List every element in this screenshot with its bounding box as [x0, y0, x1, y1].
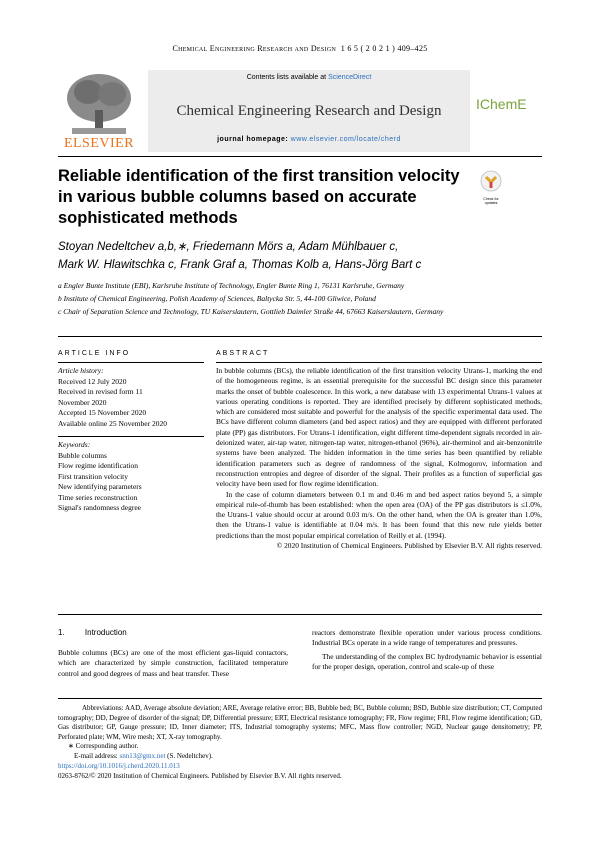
email-link[interactable]: snn13@gmx.net — [119, 752, 166, 760]
history-item: Available online 25 November 2020 — [58, 418, 167, 428]
keywords-label: Keywords: — [58, 440, 91, 449]
homepage-line — [148, 136, 470, 143]
article-info-heading: ARTICLE INFO — [58, 350, 131, 357]
divider — [58, 336, 542, 337]
sciencedirect-link[interactable]: ScienceDirect — [328, 74, 372, 81]
issn-line: 0263-8762/© 2020 Institution of Chemical Engineers. Published by Elsevier B.V. All rights reserved. — [58, 772, 342, 780]
authors — [58, 238, 542, 274]
authors-line-2: Mark W. Hlawitschka c, Frank Graf a, Thomas Kolb a, Hans-Jörg Bart c — [58, 259, 422, 271]
crossmark-badge[interactable] — [478, 170, 504, 205]
footnote-email — [74, 752, 558, 762]
footnote-corresponding: ∗ Corresponding author. — [68, 742, 139, 750]
abstract-body — [216, 366, 542, 551]
history-label: Article history: — [58, 366, 104, 375]
crossmark-label: Check for updates — [483, 197, 499, 205]
history-item: November 2020 — [58, 397, 107, 407]
info-rule — [58, 436, 204, 437]
email-label: E-mail address: — [74, 752, 118, 760]
section-number: 1. — [58, 628, 65, 637]
masthead — [58, 70, 542, 157]
icheme-logo: IChemE — [476, 96, 527, 112]
article-title: Reliable identification of the first transition velocity in various bubble columns based on accurate sophisticated methods — [58, 167, 460, 227]
affiliation-c: c Chair of Separation Science and Technology, TU Kaiserslautern, Gottlieb Daimler Straße 44, 67663 Kaiserslautern, Germany — [58, 307, 444, 316]
keyword: Flow regime identification — [58, 461, 138, 470]
abstract-rule — [216, 362, 542, 363]
homepage-label: journal homepage: — [217, 136, 289, 143]
journal-title: Chemical Engineering Research and Design — [176, 103, 442, 119]
masthead-center — [148, 70, 470, 152]
running-head-citation: 1 6 5 ( 2 0 2 1 ) 409–425 — [340, 44, 428, 53]
footnote-abbreviations: Abbreviations: AAD, Average absolute deviation; ARE, Average relative error; BB, Bubble bed; BC, Bubble column; BSD, Bubble size distribution; CT, Computed tomography; DD, Degree of disorder of the signal; DP, Differential pressure; ERT, Electrical resistance tomography; FR, Flow regime; FRI, Flow regime identification; GD, Gas distributor; GP, Gauge pressure; ID, Inner diameter; ITS, Industrial tomography systems; MFC, Mass flow controller; NGD, Nuclear gauge densitometry; PP, Perforated plate; WM, Wire mesh; XT, X-ray tomography. — [58, 704, 542, 741]
running-head-journal: Chemical Engineering Research and Design — [172, 44, 337, 53]
running-head — [0, 44, 600, 53]
abstract-paragraph-1: In bubble columns (BCs), the reliable identification of the first transition velocity Utrans-1, marking the end of the homogeneous regime, is an essential prerequisite for the successful BC design since this parameter marks the onset of bubble coalescence. In this work, a new database with 13 experimental Utrans-1 values at various operating conditions is reported. They are identified precisely by different sophisticated methods, which are considered most suitable and powerful for the analysis of the specific experimental data used. The BCs have different column diameters (and bed aspect ratios) and they are equipped with different perforated plate (PP) gas distributors. For Utrans-1 identification, eight different time-dependent signals recorded in air-deionized water, air-tap water, nitrogen-tap water, nitrogen-ethanol (96%), air-therminol and air-benzonitrile systems have been analyzed. The hidden information in the time series has been quantified by reliable identification parameters such as degree of randomness of the signal, Kolmogorov, information and reconstruction entropies and degree of disorder of the signal. Their profiles as a function of superficial gas velocity have been used for flow regime identification. — [216, 366, 542, 489]
intro-left-column — [58, 648, 288, 682]
elsevier-logo — [58, 70, 140, 152]
intro-right-column — [312, 628, 542, 675]
keyword: First transition velocity — [58, 471, 128, 481]
email-suffix: (S. Nedeltchev). — [167, 752, 213, 760]
affiliation-b: b Institute of Chemical Engineering, Polish Academy of Sciences, Baltycka Str. 5, 44-100 Gliwice, Poland — [58, 294, 376, 303]
doi-link — [58, 762, 542, 772]
intro-paragraph: The understanding of the complex BC hydrodynamic behavior is essential for the proper design, operation, control and scale-up of these — [312, 651, 542, 671]
contents-line — [148, 74, 470, 81]
info-rule — [58, 362, 204, 363]
keyword: Signal's randomness degree — [58, 503, 141, 512]
divider — [58, 614, 542, 615]
crossmark-icon — [478, 170, 504, 192]
affiliation-a: a Engler Bunte Institute (EBI), Karlsruhe Institute of Technology, Engler Bunte Ring 1, 76131 Karlsruhe, Germany — [58, 281, 405, 290]
abstract-paragraph-2: In the case of column diameters between 0.1 m and 0.46 m and bed aspect ratios beyond 5, a simple empirical rule-of-thumb has been established: when the open area (OA) of the PP gas distributors is ≤1.0%, the Utrans-1 value should occur at around 0.03 m/s. On the other hand, when the OA is greater than 1.0%, then the Utrans-1 value is identifiable at 0.04 m/s. It has been found that this new rule yields better predictions than the most popular empirical correlation of Reilly et al. (1994). — [216, 489, 542, 540]
keyword: Time series reconstruction — [58, 492, 138, 502]
doi-url[interactable]: https://doi.org/10.1016/j.cherd.2020.11.013 — [58, 762, 180, 770]
contents-prefix: Contents lists available at — [246, 74, 327, 81]
history-item: Received in revised form 11 — [58, 387, 143, 396]
keyword: Bubble columns — [58, 450, 107, 460]
elsevier-wordmark: ELSEVIER — [63, 136, 135, 151]
history-item: Accepted 15 November 2020 — [58, 408, 147, 417]
intro-paragraph: reactors demonstrate flexible operation under various process conditions. Industrial BCs operate in a wide range of temperatures and pressures. — [312, 628, 542, 648]
history-item: Received 12 July 2020 — [58, 376, 127, 386]
footnote-rule — [58, 698, 542, 699]
authors-line-1: Stoyan Nedeltchev a,b,∗, Friedemann Mörs a, Adam Mühlbauer c, — [58, 241, 399, 253]
article-history — [58, 362, 204, 514]
intro-paragraph: Bubble columns (BCs) are one of the most efficient gas-liquid contactors, which are characterized by simple construction, facilitated temperature control and good degrees of mass and heat transfer. These — [58, 648, 288, 678]
abstract-copyright: © 2020 Institution of Chemical Engineers. Published by Elsevier B.V. All rights reserved. — [276, 541, 542, 551]
homepage-url[interactable]: www.elsevier.com/locate/cherd — [290, 136, 401, 143]
abstract-heading: ABSTRACT — [216, 350, 270, 357]
section-heading-introduction — [58, 628, 127, 637]
section-title: Introduction — [84, 628, 127, 637]
keyword: New identifying parameters — [58, 482, 142, 491]
